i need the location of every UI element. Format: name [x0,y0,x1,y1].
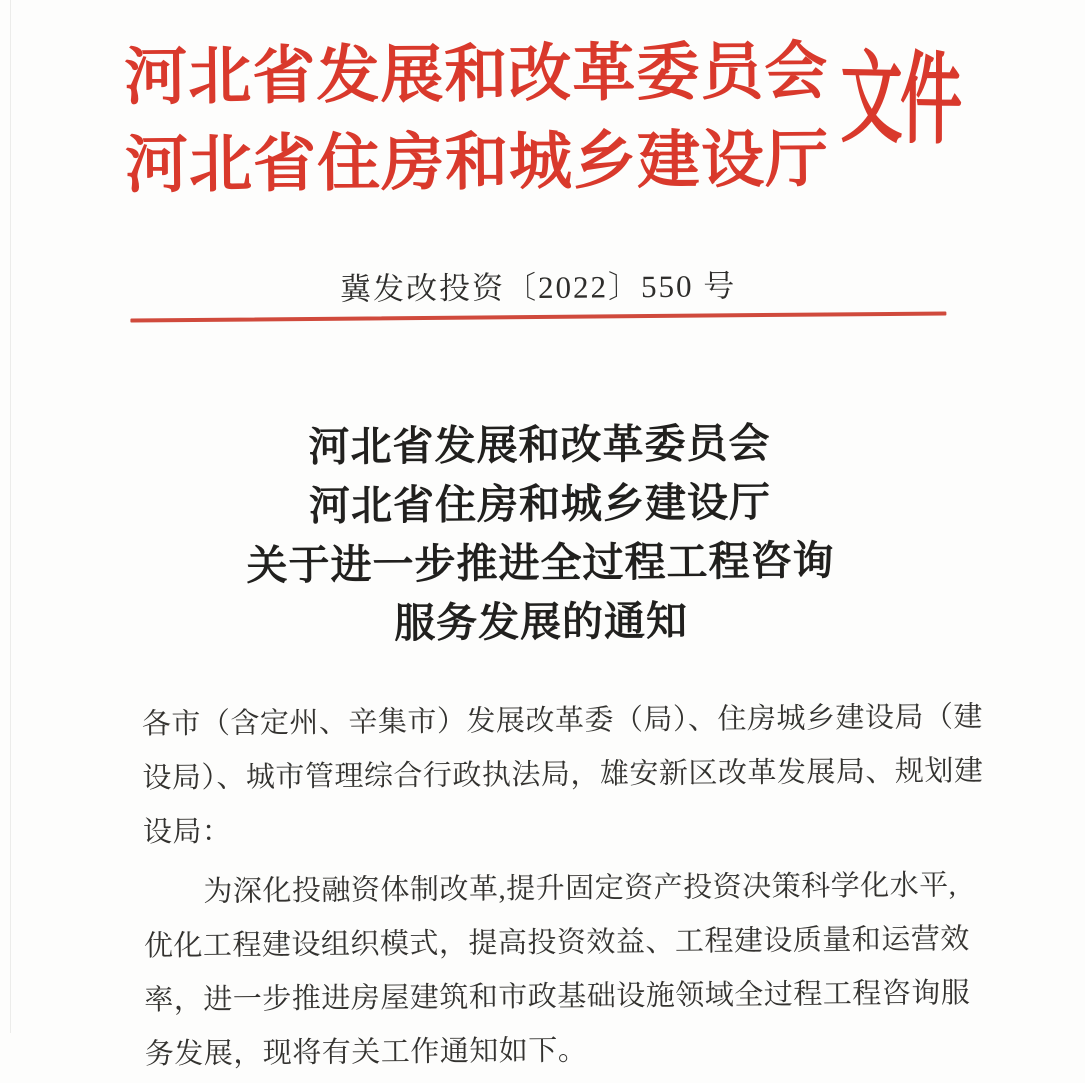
title-line-1: 河北省发展和改革委员会 [308,419,771,471]
issuing-organizations [114,27,840,209]
document-body [141,690,984,1081]
issuing-org-line-2: 河北省住房和城乡建设厅 [124,124,830,201]
recipients-line-2: 设局）、城市管理综合行政执法局，雄安新区改革发展局、规划建 [142,755,984,795]
opening-line-4: 务发展，现将有关工作通知如下。 [144,1034,588,1071]
opening-paragraph [143,858,971,1081]
letterhead [0,0,1077,211]
document-number: 冀发改投资〔2022〕550 号 [339,268,737,307]
title-line-4: 服务发展的通知 [393,597,689,647]
red-divider-line [130,311,946,322]
opening-line-1: 为深化投融资体制改革,提升固定资产投资决策科学化水平, [203,869,957,908]
opening-line-2: 优化工程建设组织模式，提高投资效益、工程建设质量和运营效 [143,923,971,963]
document-title [0,411,1081,656]
issuing-org-line-1: 河北省发展和改革委员会 [123,36,829,113]
recipients-line-3: 设局： [142,815,232,849]
title-line-3: 关于进一步推进全过程工程咨询 [246,537,835,589]
recipients-paragraph [141,690,984,859]
recipients-line-1: 各市（含定州、辛集市）发展改革委（局）、住房城乡建设局（建 [141,701,984,741]
document-type-label: 文件 [840,43,960,157]
title-line-2: 河北省住房和城乡建设厅 [308,478,772,530]
opening-line-3: 率，进一步推进房屋建筑和市政基础设施领域全过程工程咨询服 [144,977,971,1017]
